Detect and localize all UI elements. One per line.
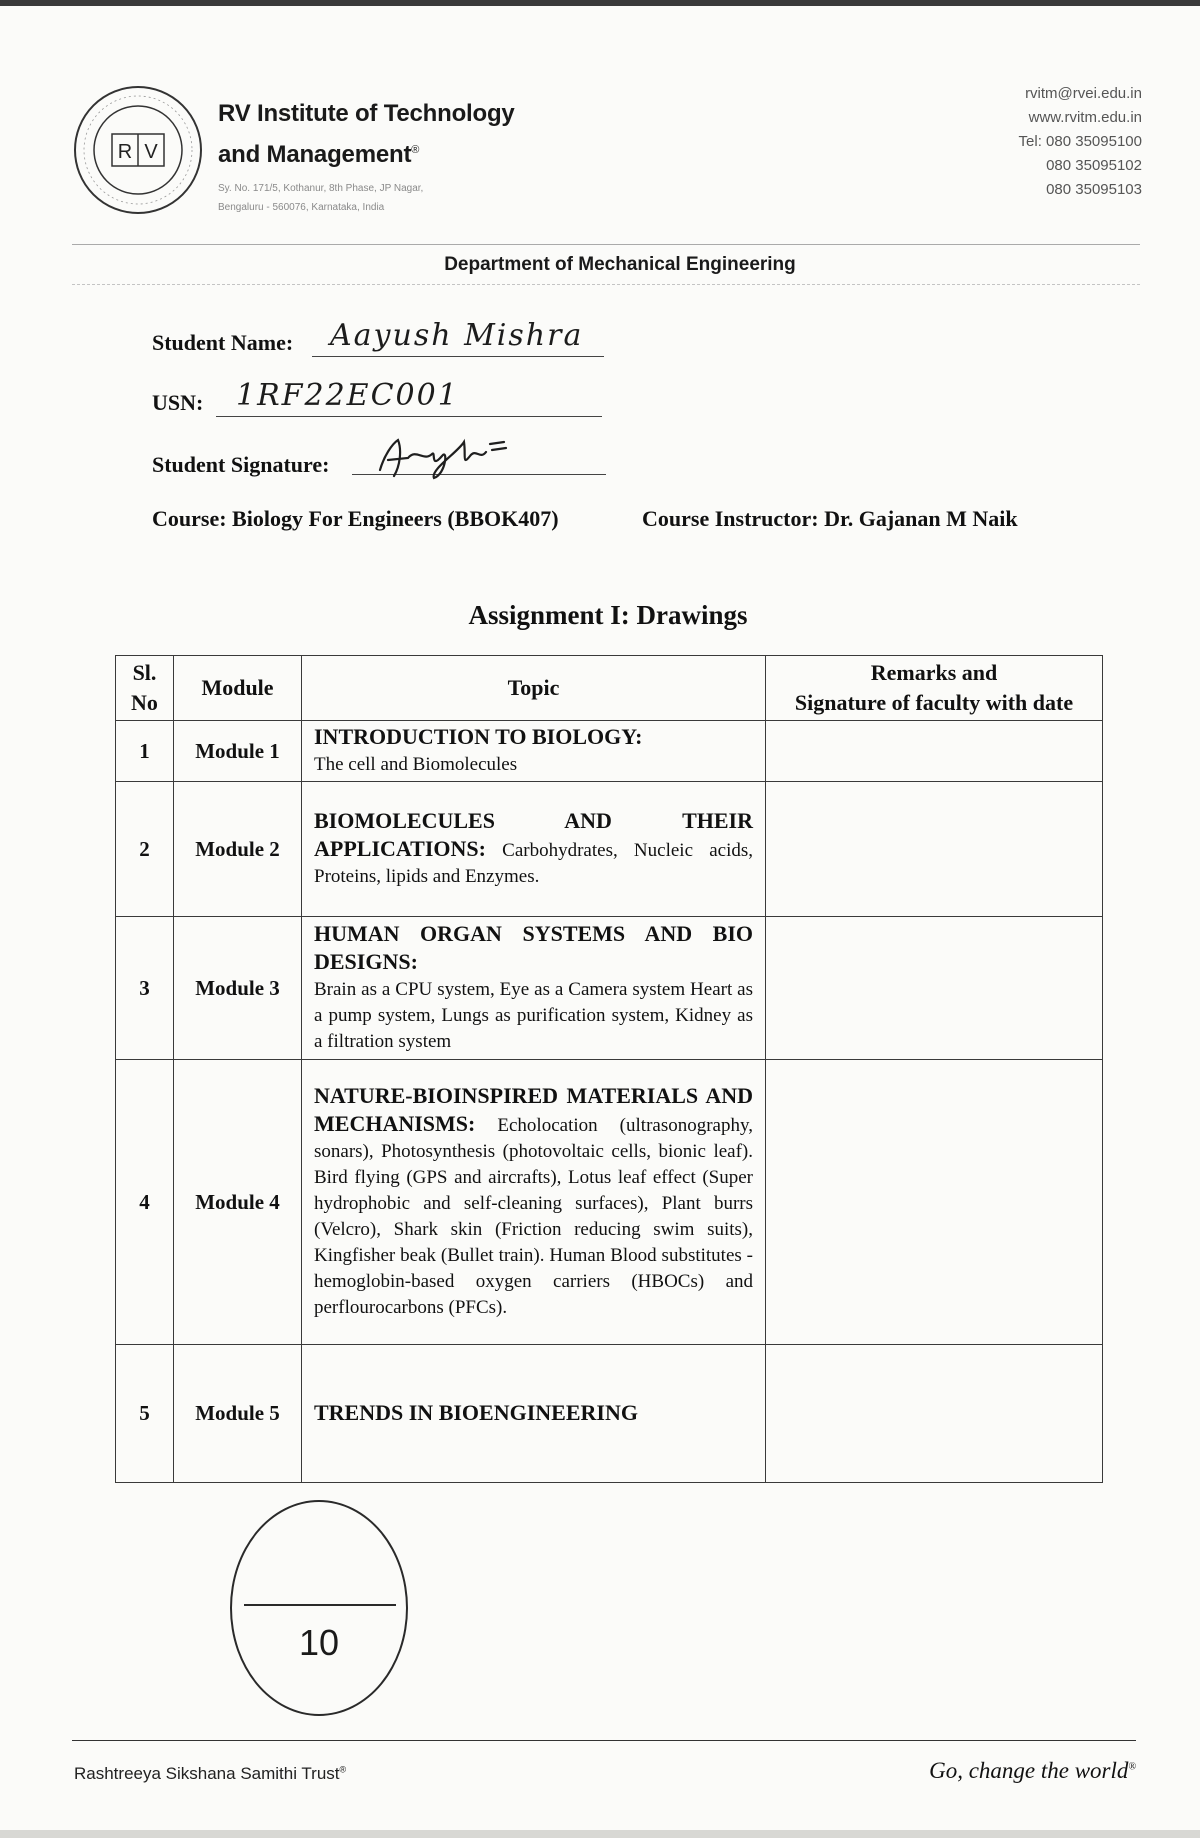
institute-address-line1: Sy. No. 171/5, Kothanur, 8th Phase, JP Nagar, (218, 183, 424, 194)
row-module: Module 1 (174, 721, 302, 782)
row-module: Module 4 (174, 1060, 302, 1345)
institute-address-line2: Bengaluru - 560076, Karnataka, India (218, 202, 385, 213)
table-row (116, 782, 1103, 917)
contact-phone-1: Tel: 080 35095100 (1018, 133, 1142, 150)
table-row (116, 1060, 1103, 1345)
institute-block (218, 96, 515, 217)
row-remarks (766, 917, 1103, 1060)
institute-logo (72, 84, 204, 216)
contact-block (1019, 82, 1142, 202)
footer-divider (72, 1740, 1136, 1741)
contact-phone-3: 080 35095103 (1046, 181, 1142, 198)
topic-body: Carbohydrates, Nucleic acids, Proteins, lipids and Enzymes. (314, 840, 754, 887)
topic-title: TRENDS IN BIOENGINEERING (314, 1399, 638, 1425)
usn-label: USN: (152, 390, 204, 415)
footer-trust: Rashtreeya Sikshana Samithi Trust® (74, 1764, 347, 1783)
row-sl: 3 (116, 917, 174, 1060)
topic-body: Echolocation (ultrasonography, sonars), Photosynthesis (photovoltaic cells, bionic leaf). Bird flying (GPS and aircrafts), Lotus leaf effect (Super hydrophobic and self-cleaning surfaces), Plant burrs (Velcro), Shark skin (Friction reducing swim suits), Kingfisher beak (Bullet train). Human Blood substitutes - hemoglobin-based oxygen carriers (HBOCs) and perflourocarbons (PFCs). (314, 1115, 753, 1318)
row-topic (302, 721, 766, 782)
topic-title: INTRODUCTION TO BIOLOGY: (314, 724, 643, 749)
registered-mark: ® (411, 144, 420, 156)
svg-text:V: V (144, 141, 158, 163)
top-scan-edge (0, 0, 1200, 6)
course-name: Course: Biology For Engineers (BBOK407) (152, 506, 559, 531)
bottom-scan-edge (0, 1830, 1200, 1838)
row-module: Module 3 (174, 917, 302, 1060)
header-remarks: Remarks and Signature of faculty with date (766, 656, 1103, 721)
topic-title: HUMAN ORGAN SYSTEMS AND BIO DESIGNS: (314, 921, 753, 974)
table-row (116, 1345, 1103, 1483)
row-topic (302, 1060, 766, 1345)
stamp-divider (244, 1604, 396, 1606)
topic-body: Brain as a CPU system, Eye as a Camera system Heart as a pump system, Lungs as purification system, Kidney as a filtration system (314, 979, 753, 1052)
usn-line (216, 416, 602, 417)
footer-slogan: Go, change the world® (929, 1758, 1136, 1783)
header-divider (72, 244, 1140, 245)
institute-name-line2: and Management® (218, 141, 420, 168)
department-divider (72, 284, 1140, 285)
table-header-row (116, 656, 1103, 721)
student-signature (372, 426, 512, 482)
row-remarks (766, 782, 1103, 917)
row-sl: 1 (116, 721, 174, 782)
row-remarks (766, 1345, 1103, 1483)
student-name-value: Aayush Mishra (330, 318, 584, 353)
row-sl: 2 (116, 782, 174, 917)
topic-title: NATURE-BIOINSPIRED MATERIALS AND MECHANISMS: (314, 1083, 753, 1136)
contact-website: www.rvitm.edu.in (1028, 109, 1142, 126)
department-title: Department of Mechanical Engineering (444, 254, 796, 275)
modules-table (115, 655, 1103, 1483)
contact-email: rvitm@rvei.edu.in (1025, 85, 1142, 102)
row-topic (302, 782, 766, 917)
row-module: Module 2 (174, 782, 302, 917)
header-module: Module (174, 656, 302, 721)
row-topic (302, 917, 766, 1060)
usn-value: 1RF22EC001 (236, 378, 459, 413)
header-sl-no: Sl. No (116, 656, 174, 721)
topic-title: BIOMOLECULES AND THEIR APPLICATIONS: (314, 808, 753, 861)
student-name-label: Student Name: (152, 330, 294, 355)
row-sl: 4 (116, 1060, 174, 1345)
table-row (116, 917, 1103, 1060)
svg-text:R: R (117, 141, 133, 163)
student-name-line (312, 356, 604, 357)
row-topic (302, 1345, 766, 1483)
institute-name-line1: RV Institute of Technology (218, 100, 515, 127)
row-remarks (766, 721, 1103, 782)
topic-body: The cell and Biomolecules (314, 754, 518, 775)
row-remarks (766, 1060, 1103, 1345)
table-row (116, 721, 1103, 782)
row-module: Module 5 (174, 1345, 302, 1483)
marks-stamp (230, 1500, 408, 1716)
course-instructor: Course Instructor: Dr. Gajanan M Naik (642, 506, 1018, 531)
assignment-title: Assignment I: Drawings (468, 600, 748, 630)
student-signature-label: Student Signature: (152, 452, 330, 477)
contact-phone-2: 080 35095102 (1046, 157, 1142, 174)
marks-score: 10 (298, 1622, 340, 1663)
row-sl: 5 (116, 1345, 174, 1483)
header-topic: Topic (302, 656, 766, 721)
